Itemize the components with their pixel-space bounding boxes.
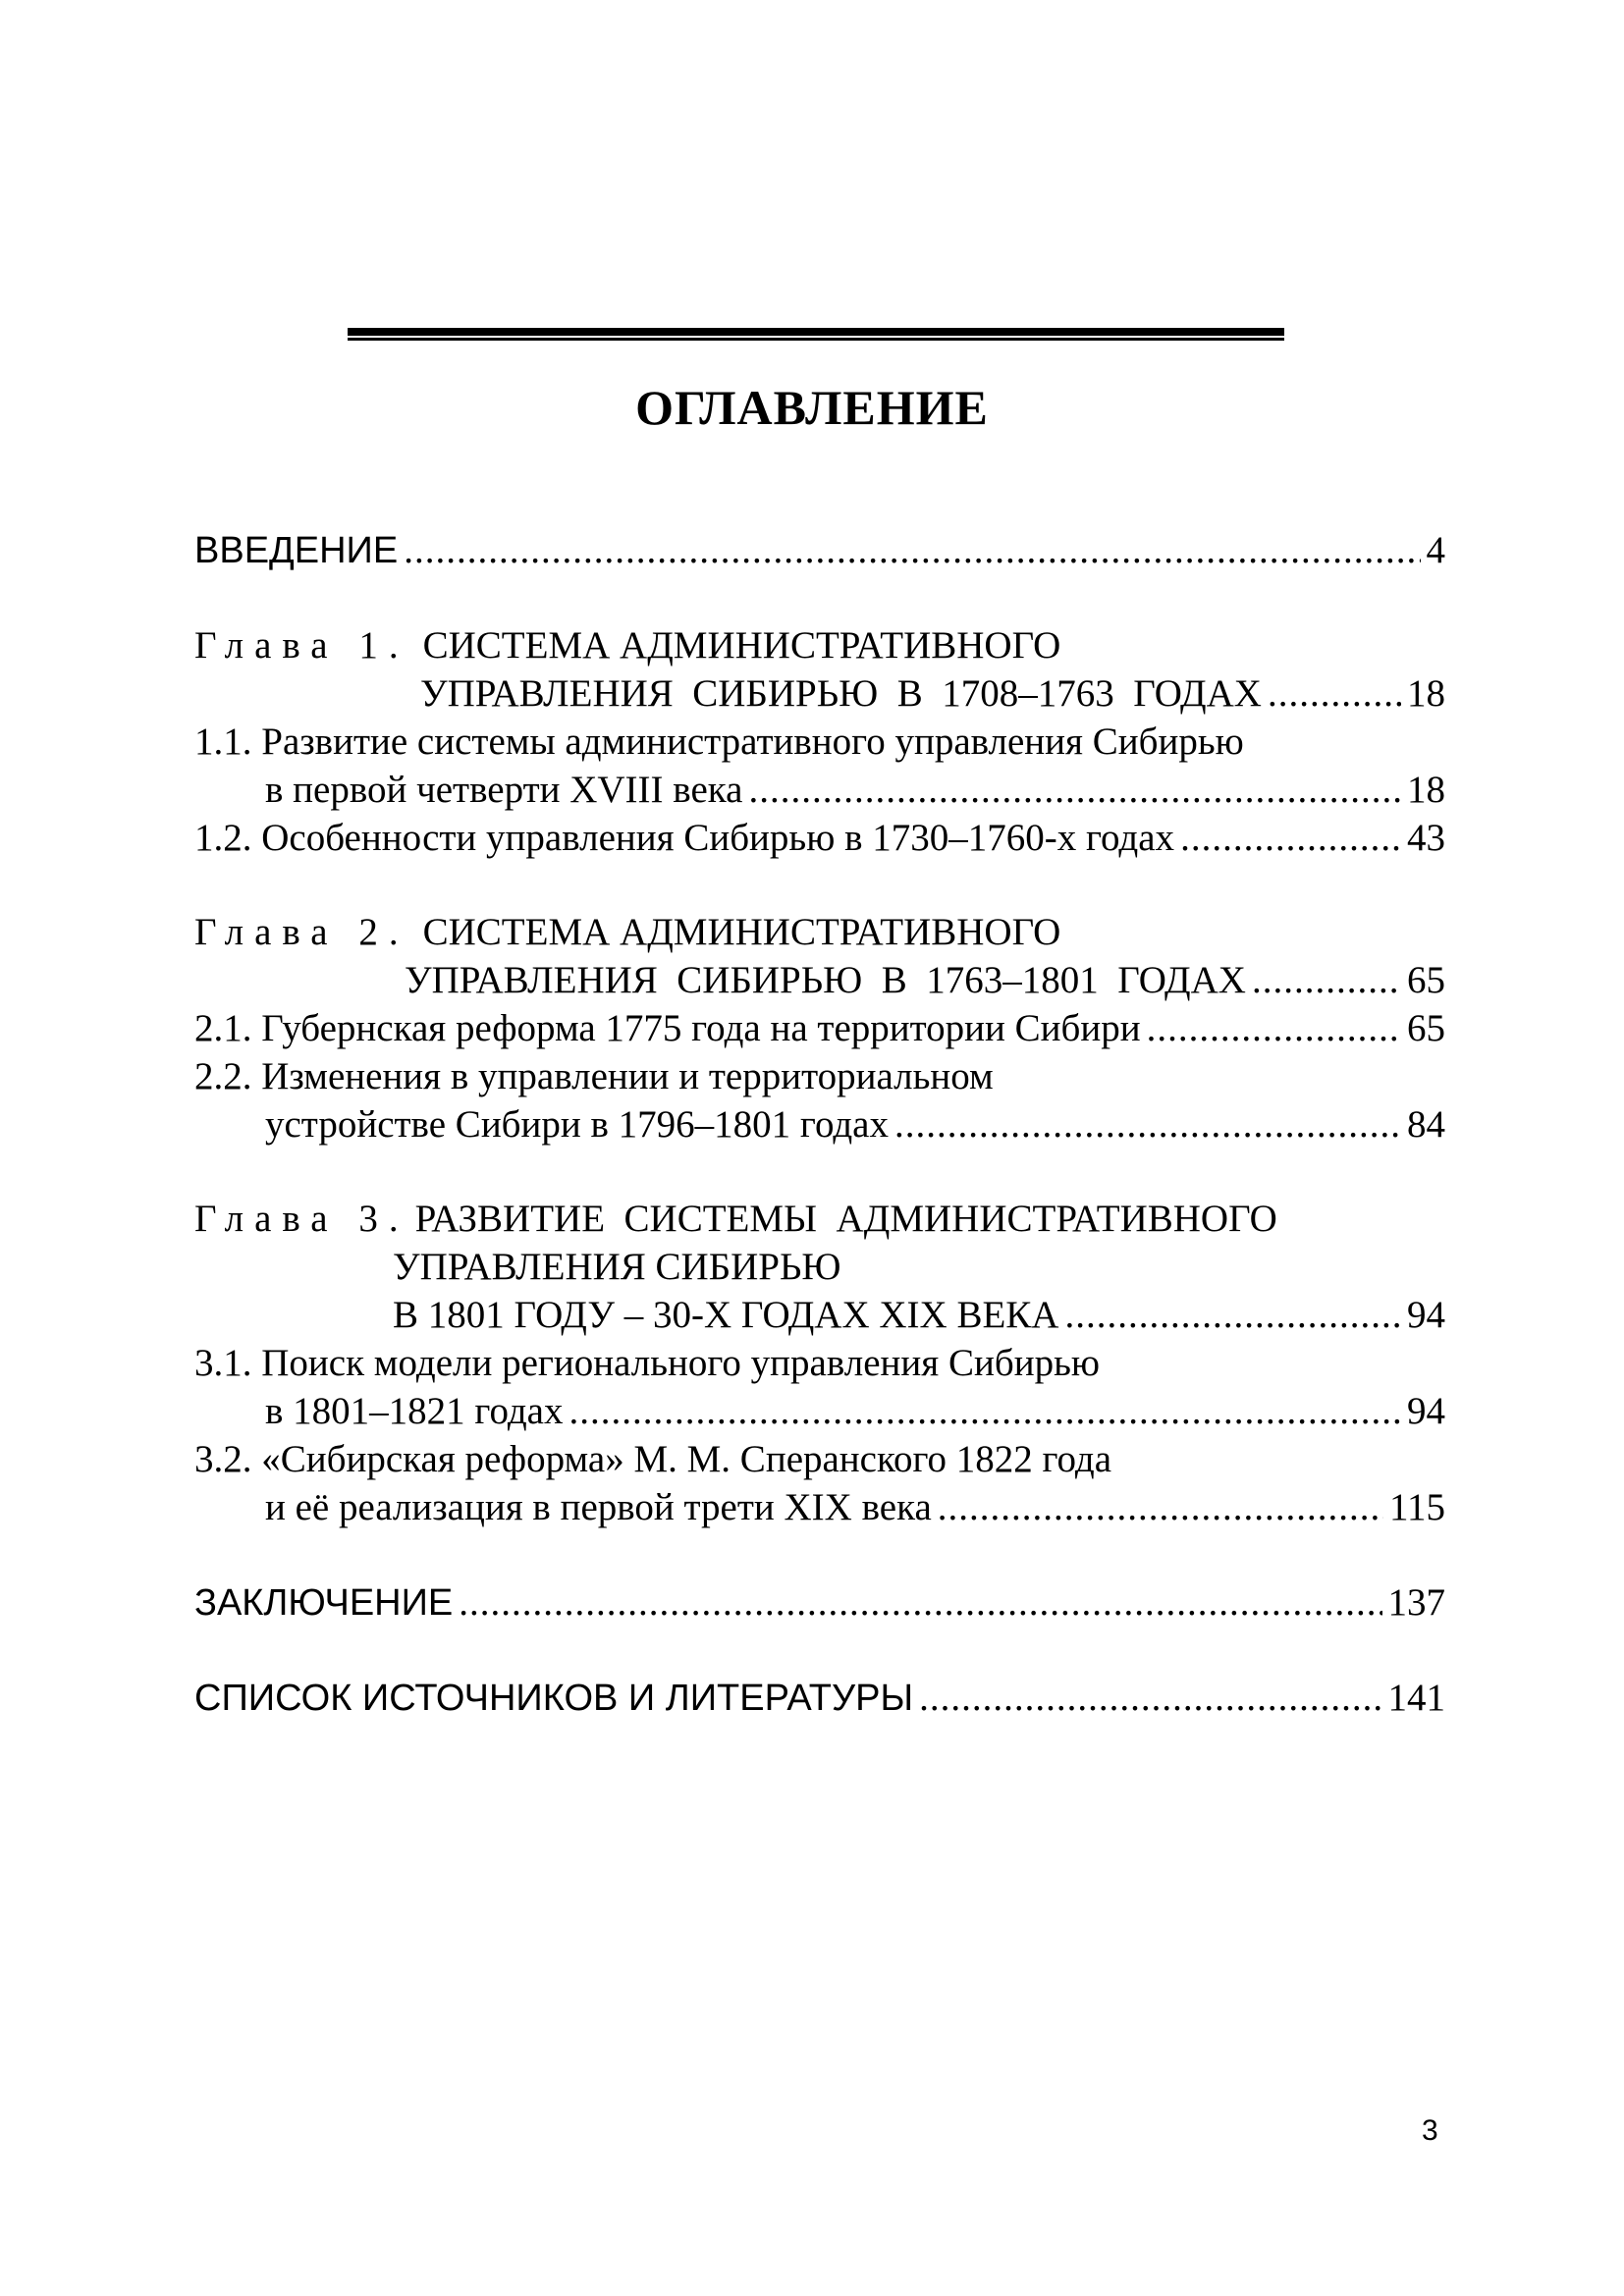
chapter-title: УПРАВЛЕНИЯ СИБИРЬЮ В 1763–1801 ГОДАХ [405,959,1246,1001]
chapter-1-heading-line2[interactable] [420,670,1445,718]
chapter-2-heading[interactable] [194,909,1060,956]
leader-dots [568,1388,1401,1435]
chapter-title: СИСТЕМА АДМИНИСТРАТИВНОГО [422,624,1061,667]
toc-page-number: 18 [1407,769,1445,811]
section-title: и её реализация в первой трети XIX века [265,1486,932,1528]
section-title: устройстве Сибири в 1796–1801 годах [265,1103,889,1146]
chapter-prefix: Глава 3. [194,1198,409,1240]
leader-dots [894,1101,1401,1148]
toc-entry-conclusion[interactable] [194,1579,1445,1627]
section-1-1[interactable] [194,719,1244,766]
toc-entry-label: ЗАКЛЮЧЕНИЕ [194,1582,454,1624]
section-2-2[interactable] [194,1053,994,1100]
chapter-1-heading[interactable] [194,622,1060,669]
toc-page-number: 4 [1426,529,1445,571]
toc-page-number: 65 [1407,959,1445,1001]
section-3-1[interactable] [194,1340,1100,1387]
toc-page-number: 84 [1407,1103,1445,1146]
section-2-1[interactable] [194,1005,1445,1052]
chapter-3-heading-line3[interactable] [393,1292,1445,1339]
section-title: 1.1. Развитие системы административного управления Сибирью [194,721,1244,763]
section-title: в первой четверти XVIII века [265,769,743,811]
section-3-1-line2[interactable] [265,1388,1445,1435]
chapter-3-heading[interactable] [194,1196,1277,1243]
chapter-title: СИСТЕМА АДМИНИСТРАТИВНОГО [422,911,1061,953]
leader-dots [1252,957,1401,1004]
toc-page-number: 43 [1407,817,1445,859]
section-title: 3.1. Поиск модели регионального управления Сибирью [194,1342,1100,1384]
toc-page-number: 94 [1407,1390,1445,1432]
leader-dots [1064,1292,1401,1339]
chapter-title: РАЗВИТИЕ СИСТЕМЫ АДМИНИСТРАТИВНОГО [414,1198,1277,1240]
toc-page-number: 18 [1407,672,1445,715]
page-number: 3 [1422,2114,1438,2147]
section-2-2-line2[interactable] [265,1101,1445,1148]
chapter-title: УПРАВЛЕНИЯ СИБИРЬЮ [393,1246,841,1288]
leader-dots [938,1484,1383,1531]
chapter-title: УПРАВЛЕНИЯ СИБИРЬЮ В 1708–1763 ГОДАХ [420,672,1262,715]
page-title: ОГЛАВЛЕНИЕ [635,380,989,435]
toc-page-number: 65 [1407,1007,1445,1049]
section-title: 1.2. Особенности управления Сибирью в 1730–1760-х годах [194,817,1175,859]
section-title: 2.1. Губернская реформа 1775 года на территории Сибири [194,1007,1141,1049]
toc-page-number: 137 [1387,1581,1445,1624]
toc-entry-label: СПИСОК ИСТОЧНИКОВ И ЛИТЕРАТУРЫ [194,1678,914,1719]
toc-entry-label: ВВЕДЕНИЕ [194,530,399,571]
leader-dots [919,1675,1381,1722]
leader-dots [1147,1005,1401,1052]
section-3-2[interactable] [194,1436,1111,1483]
leader-dots [404,527,1420,574]
chapter-prefix: Глава 2. [194,911,409,953]
header-rule [348,328,1284,341]
toc-page-number: 141 [1387,1677,1445,1719]
leader-dots [748,767,1401,814]
leader-dots [1180,815,1401,862]
chapter-title: В 1801 ГОДУ – 30-Х ГОДАХ XIX ВЕКА [393,1294,1059,1336]
section-title: в 1801–1821 годах [265,1390,564,1432]
toc-page-number: 94 [1407,1294,1445,1336]
section-3-2-line2[interactable] [265,1484,1445,1531]
chapter-3-heading-line2[interactable] [393,1244,840,1291]
section-1-2[interactable] [194,815,1445,862]
toc-page-number: 115 [1388,1486,1445,1528]
section-1-1-line2[interactable] [265,767,1445,814]
section-title: 2.2. Изменения в управлении и территориальном [194,1055,994,1097]
toc-entry-intro[interactable] [194,527,1445,574]
section-title: 3.2. «Сибирская реформа» М. М. Сперанского 1822 года [194,1438,1112,1480]
chapter-prefix: Глава 1. [194,624,409,667]
toc-entry-references[interactable] [194,1675,1445,1722]
chapter-2-heading-line2[interactable] [405,957,1445,1004]
leader-dots [1268,670,1401,718]
leader-dots [459,1579,1381,1627]
